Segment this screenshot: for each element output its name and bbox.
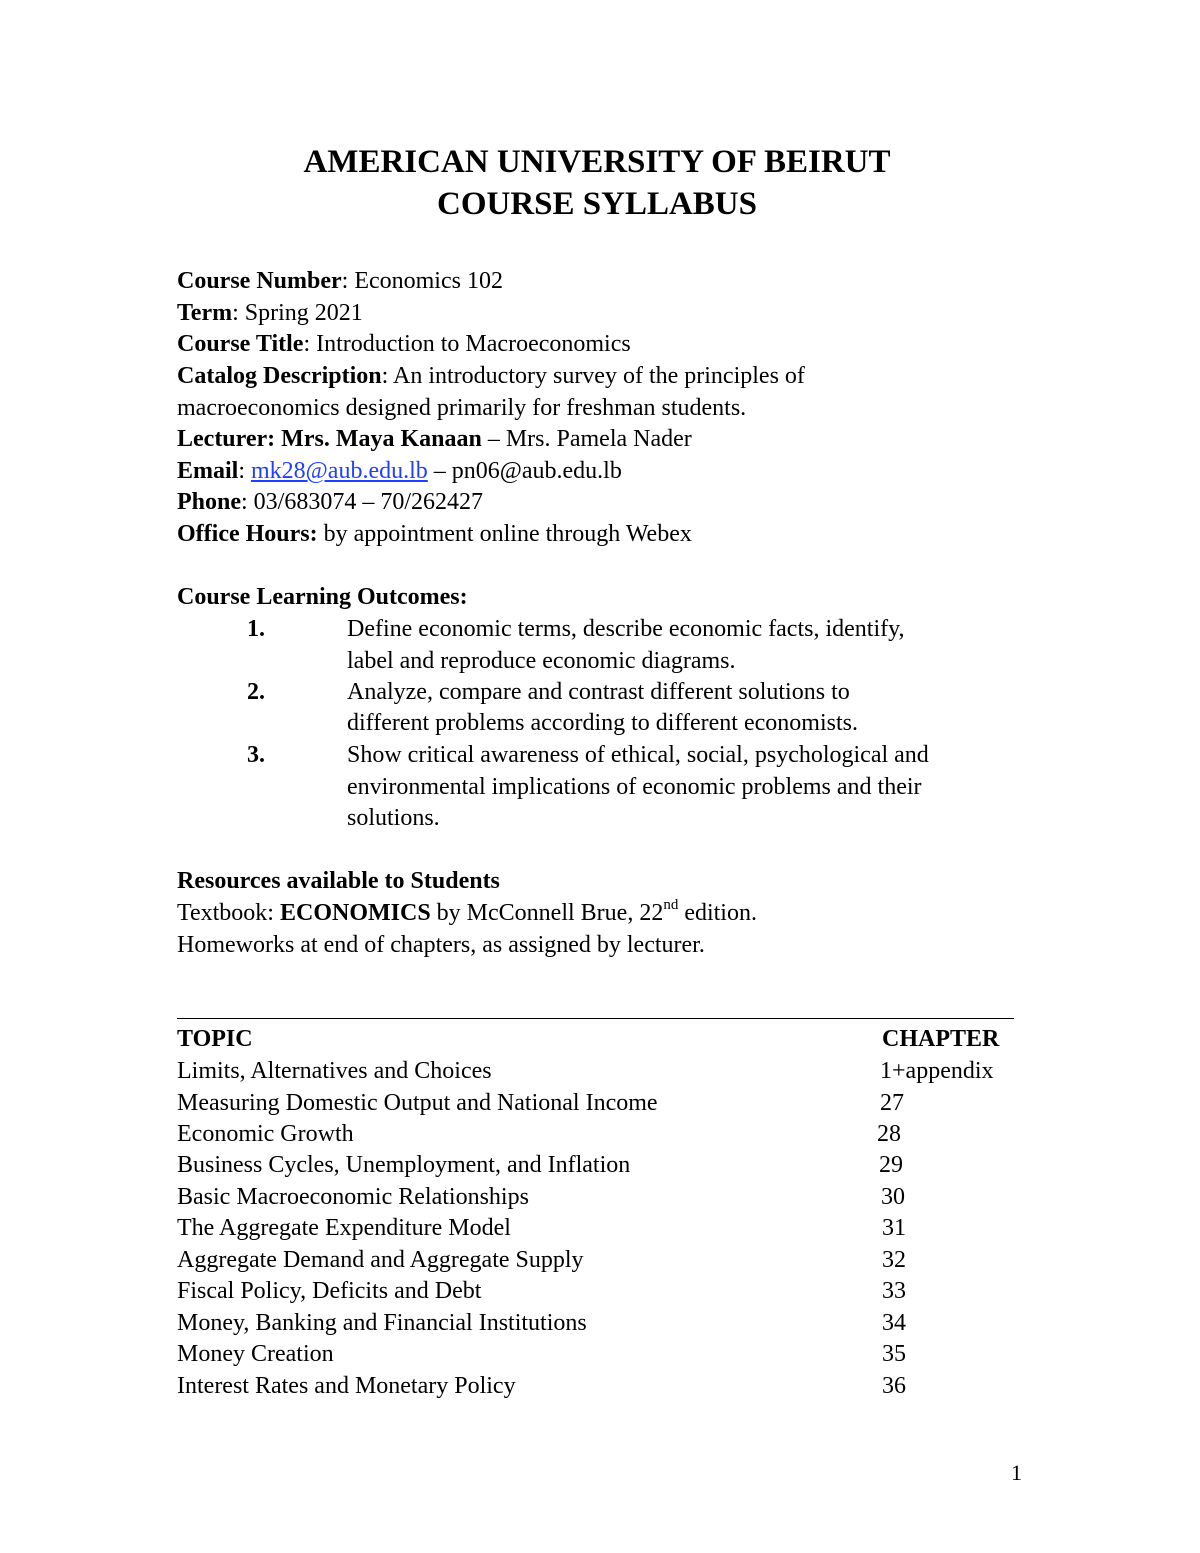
- table-divider: [177, 1018, 1014, 1019]
- page-number: 1: [1011, 1460, 1022, 1485]
- topic-cell: Aggregate Demand and Aggregate Supply: [177, 1247, 584, 1273]
- topic-cell: Measuring Domestic Output and National Income: [177, 1090, 658, 1116]
- outcome-text: Show critical awareness of ethical, social, psychological and: [347, 742, 929, 768]
- outcome-text: different problems according to different economists.: [347, 710, 858, 736]
- table-row: [177, 1374, 1017, 1402]
- topic-cell: The Aggregate Expenditure Model: [177, 1215, 511, 1241]
- outcome-text: solutions.: [347, 805, 440, 831]
- university-title: AMERICAN UNIVERSITY OF BEIRUT: [303, 144, 891, 180]
- textbook-line: Textbook: ECONOMICS by McConnell Brue, 22nd edition.: [177, 897, 757, 926]
- table-row: [177, 1248, 1017, 1276]
- office-hours-line: Office Hours: by appointment online through Webex: [177, 521, 692, 547]
- outcomes-heading: Course Learning Outcomes:: [177, 584, 468, 610]
- topic-cell: Money Creation: [177, 1341, 334, 1367]
- catalog-description-line-2: macroeconomics designed primarily for freshman students.: [177, 395, 747, 421]
- chapter-cell: 36: [882, 1373, 906, 1399]
- table-header: [177, 1027, 1017, 1055]
- chapter-cell: 1+appendix: [880, 1058, 994, 1084]
- topic-cell: Money, Banking and Financial Institutions: [177, 1310, 587, 1336]
- topic-cell: Business Cycles, Unemployment, and Inflation: [177, 1152, 631, 1178]
- course-title-line: Course Title: Introduction to Macroeconomics: [177, 331, 631, 357]
- table-row: [177, 1185, 1017, 1213]
- email-line: Email: mk28@aub.edu.lb – pn06@aub.edu.lb: [177, 458, 622, 484]
- topic-header: TOPIC: [177, 1026, 253, 1052]
- course-number-line: Course Number: Economics 102: [177, 268, 503, 294]
- term-line: Term: Spring 2021: [177, 300, 363, 326]
- catalog-description-line: Catalog Description: An introductory survey of the principles of: [177, 363, 805, 389]
- chapter-cell: 29: [879, 1152, 903, 1178]
- chapter-cell: 35: [882, 1341, 906, 1367]
- topic-cell: Interest Rates and Monetary Policy: [177, 1373, 516, 1399]
- table-row: [177, 1122, 1017, 1150]
- table-row: [177, 1059, 1017, 1087]
- chapter-header: CHAPTER: [882, 1026, 1000, 1052]
- chapter-cell: 34: [882, 1310, 906, 1336]
- homeworks-line: Homeworks at end of chapters, as assigned by lecturer.: [177, 932, 705, 958]
- table-row: [177, 1216, 1017, 1244]
- table-row: [177, 1342, 1017, 1370]
- topic-cell: Economic Growth: [177, 1121, 354, 1147]
- table-row: [177, 1091, 1017, 1119]
- outcome-number: 1.: [247, 616, 265, 642]
- outcome-number: 2.: [247, 679, 265, 705]
- chapter-cell: 32: [882, 1247, 906, 1273]
- table-row: [177, 1153, 1017, 1181]
- email-link[interactable]: mk28@aub.edu.lb: [251, 458, 428, 484]
- phone-line: Phone: 03/683074 – 70/262427: [177, 489, 484, 515]
- syllabus-title: COURSE SYLLABUS: [436, 186, 757, 222]
- lecturer-line: Lecturer: Mrs. Maya Kanaan – Mrs. Pamela Nader: [177, 426, 692, 452]
- chapter-cell: 31: [882, 1215, 906, 1241]
- chapter-cell: 30: [881, 1184, 905, 1210]
- topic-cell: Limits, Alternatives and Choices: [177, 1058, 492, 1084]
- outcome-text: environmental implications of economic problems and their: [347, 774, 922, 800]
- outcome-text: Analyze, compare and contrast different solutions to: [347, 679, 850, 705]
- topic-cell: Fiscal Policy, Deficits and Debt: [177, 1278, 482, 1304]
- table-row: [177, 1311, 1017, 1339]
- chapter-cell: 27: [880, 1090, 904, 1116]
- outcome-text: label and reproduce economic diagrams.: [347, 648, 736, 674]
- chapter-cell: 33: [882, 1278, 906, 1304]
- topic-cell: Basic Macroeconomic Relationships: [177, 1184, 529, 1210]
- table-row: [177, 1279, 1017, 1307]
- outcome-number: 3.: [247, 742, 265, 768]
- outcome-text: Define economic terms, describe economic facts, identify,: [347, 616, 905, 642]
- resources-heading: Resources available to Students: [177, 868, 500, 894]
- chapter-cell: 28: [877, 1121, 901, 1147]
